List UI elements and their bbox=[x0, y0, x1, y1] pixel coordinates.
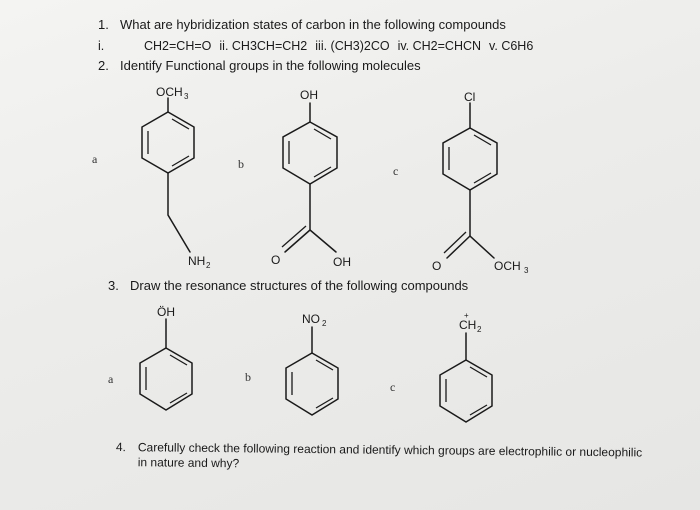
molecule-3b-top: NO bbox=[302, 312, 320, 326]
molecule-2a bbox=[142, 85, 211, 270]
q3-label-b: b bbox=[245, 370, 251, 384]
question-1-number: 1. bbox=[98, 17, 109, 32]
molecule-2a-top-sub: 3 bbox=[184, 92, 189, 101]
q3-label-c: c bbox=[390, 380, 396, 394]
molecule-2c-bottom-left: O bbox=[432, 259, 442, 273]
molecule-2c-bottom-right: OCH bbox=[494, 259, 521, 273]
compound-5: v. C6H6 bbox=[489, 39, 534, 53]
q3-label-a: a bbox=[108, 372, 114, 386]
q2-label-a: a bbox=[92, 152, 98, 166]
compound-1: CH2=CH=O bbox=[144, 39, 212, 53]
molecule-2b-bottom-left: O bbox=[271, 253, 281, 267]
molecule-2c-bottom-right-sub: 3 bbox=[524, 266, 529, 275]
molecule-3c bbox=[440, 311, 492, 422]
question-4-line-1: Carefully check the following reaction and identify which groups are electrophilic or nucleophilic bbox=[137, 440, 643, 460]
question-4-number: 4. bbox=[115, 440, 127, 455]
molecule-3c-charge: + bbox=[464, 311, 469, 320]
molecule-2c bbox=[432, 90, 529, 275]
molecule-2a-bottom-sub: 2 bbox=[206, 261, 211, 270]
compound-3: iii. (CH3)2CO bbox=[315, 39, 390, 53]
molecule-3b bbox=[286, 312, 338, 415]
molecule-3b-top-sub: 2 bbox=[322, 319, 327, 328]
molecule-2a-bottom: NH bbox=[188, 254, 206, 268]
molecule-3a-top: ÖH bbox=[157, 305, 175, 319]
q2-label-c: c bbox=[393, 164, 399, 178]
molecule-2c-top: Cl bbox=[464, 90, 476, 104]
molecule-2a-top: OCH bbox=[156, 85, 183, 99]
question-2-number: 2. bbox=[98, 58, 109, 73]
question-3-number: 3. bbox=[108, 278, 119, 293]
molecule-2b-bottom-right: OH bbox=[333, 255, 351, 269]
compound-4: iv. CH2=CHCN bbox=[397, 39, 482, 53]
molecule-3c-top-sub: 2 bbox=[477, 325, 482, 334]
question-4-line-2: in nature and why? bbox=[137, 455, 240, 471]
question-2-text: Identify Functional groups in the following molecules bbox=[120, 58, 421, 73]
molecule-3c-top: CH bbox=[459, 318, 477, 332]
question-1-text: What are hybridization states of carbon in the following compounds bbox=[120, 17, 506, 32]
compound-marker-i: i. bbox=[98, 39, 105, 53]
compound-2: ii. CH3CH=CH2 bbox=[219, 39, 308, 53]
molecule-2b-top: OH bbox=[300, 88, 318, 102]
question-3-text: Draw the resonance structures of the following compounds bbox=[130, 278, 469, 293]
molecule-3a bbox=[140, 305, 192, 410]
q2-label-b: b bbox=[238, 157, 244, 171]
molecule-2b bbox=[271, 88, 351, 269]
